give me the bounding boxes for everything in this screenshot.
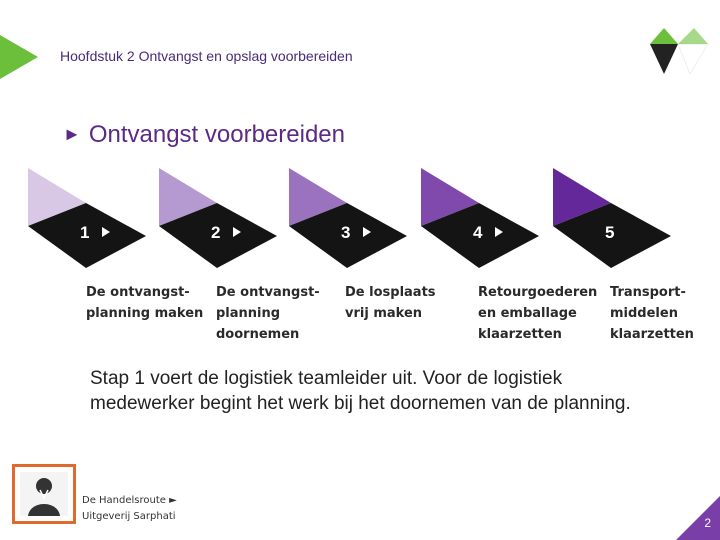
play-arrow-icon [102,227,110,237]
play-arrow-icon [233,227,241,237]
publisher-line-1: De Handelsroute ► [82,495,177,506]
play-arrow-icon [495,227,503,237]
step-number: 5 [605,223,615,242]
step-3-label: De losplaats vrij maken [345,285,436,321]
step-4 [421,168,539,268]
step-1-label: De ontvangst- planning maken [86,285,204,321]
step-2-label: De ontvangst- planning doornemen [216,285,320,342]
publisher-portrait-logo [12,464,76,524]
step-5 [553,168,671,268]
step-number: 1 [80,223,90,242]
step-number: 4 [473,223,483,242]
play-arrow-icon [363,227,371,237]
section-arrow-icon: ► [63,124,81,144]
step-3 [289,168,407,268]
brand-logo-mark [650,28,708,74]
step-2 [159,168,277,268]
page-number: 2 [704,516,711,530]
step-number: 3 [341,223,351,242]
section-title-text: Ontvangst voorbereiden [88,121,345,148]
step-5-label: Transport- middelen klaarzetten [610,285,694,342]
step-1 [28,168,146,268]
step-4-label: Retourgoederen en emballage klaarzetten [478,285,598,342]
step-number: 2 [211,223,221,242]
publisher-line-2: Uitgeverij Sarphati [82,511,176,522]
body-paragraph: Stap 1 voert de logistiek teamleider uit. Voor de logistiek medewerker begint het werk bij het doornemen van de planning. [90,368,631,414]
page-number-corner [676,496,720,540]
corner-accent-triangle [0,35,38,79]
section-title [63,121,345,149]
chapter-header: Hoofdstuk 2 Ontvangst en opslag voorbereiden [60,48,353,64]
